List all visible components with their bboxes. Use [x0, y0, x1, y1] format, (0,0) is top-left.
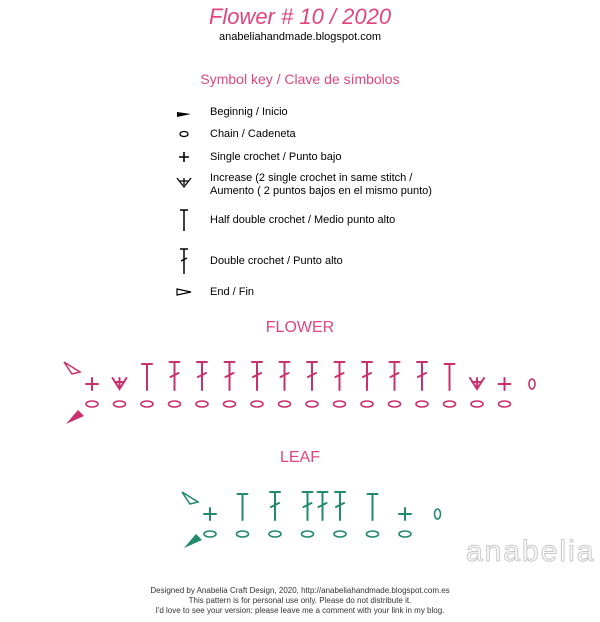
double-crochet-symbol [225, 362, 235, 390]
half-double-crochet-symbol [238, 494, 248, 520]
half-double-crochet-symbol [445, 364, 455, 390]
foundation-chain [361, 401, 373, 407]
foundation-chain [251, 401, 263, 407]
beginning-arrow-symbol [184, 534, 202, 548]
foundation-chain [334, 401, 346, 407]
website-address: anabeliahandmade.blogspot.com [218, 31, 382, 43]
foundation-chain [196, 401, 208, 407]
double-crochet-symbol [362, 362, 372, 390]
flower-chart [0, 340, 600, 430]
chain-icon [172, 122, 196, 146]
key-label-increase-line1: Increase (2 single crochet in same stitch / [210, 172, 413, 184]
double-crochet-symbol [307, 362, 317, 390]
leaf-section-title: LEAF [279, 449, 320, 466]
foundation-chain [86, 401, 98, 407]
chain-symbol [529, 379, 535, 389]
foundation-chain [169, 401, 181, 407]
single-crochet-symbol [399, 508, 411, 520]
foundation-chain [269, 531, 281, 537]
double-crochet-symbol [417, 362, 427, 390]
key-label-half-double-crochet: Half double crochet / Medio punto alto [210, 214, 396, 226]
foundation-chain [444, 401, 456, 407]
symbol-key-heading: Symbol key / Clave de símbolos [200, 71, 400, 87]
beginning-arrow-symbol [66, 410, 84, 424]
key-label-single-crochet: Single crochet / Punto bajo [210, 151, 342, 163]
single-crochet-symbol [86, 378, 98, 390]
foundation-chain [306, 401, 318, 407]
half-double-crochet-icon [172, 208, 196, 232]
key-label-double-crochet: Double crochet / Punto alto [210, 255, 343, 267]
key-label-end: End / Fin [210, 286, 255, 298]
end-arrow-icon [172, 280, 196, 304]
foundation-chain [334, 531, 346, 537]
double-crochet-symbol [252, 362, 262, 390]
foundation-chain [389, 401, 401, 407]
increase-icon [172, 170, 196, 194]
end-arrow-symbol [182, 492, 198, 504]
footer-usage-note: This pattern is for personal use only. Please do not distribute it. [188, 596, 412, 605]
double-crochet-symbol [270, 492, 280, 520]
foundation-chain [279, 401, 291, 407]
single-crochet-icon [172, 145, 196, 169]
foundation-chain [416, 401, 428, 407]
foundation-chain [471, 401, 483, 407]
foundation-chain [224, 401, 236, 407]
single-crochet-symbol [499, 378, 511, 390]
footer-credit: Designed by Anabelia Craft Design, 2020, http://anabeliahandmade.blogspot.com.es [150, 586, 450, 595]
double-crochet-symbol [390, 362, 400, 390]
foundation-chain [141, 401, 153, 407]
foundation-chain [399, 531, 411, 537]
key-label-increase [210, 172, 432, 198]
key-label-increase-line2: Aumento ( 2 puntos bajos en el mismo punto) [210, 185, 432, 197]
foundation-chain [237, 531, 249, 537]
foundation-chain [114, 401, 126, 407]
footer-request: I'd love to see your version: please leave me a comment with your link in my blog. [155, 606, 445, 615]
key-label-beginning: Beginnig / Inicio [210, 106, 288, 118]
increase-symbol [113, 378, 127, 389]
double-crochet-symbol [170, 362, 180, 390]
pattern-title: Flower # 10 / 2020 [208, 4, 392, 29]
increase-symbol [470, 378, 484, 389]
key-label-chain: Chain / Cadeneta [210, 128, 296, 140]
foundation-chain [204, 531, 216, 537]
single-crochet-symbol [204, 508, 216, 520]
half-double-crochet-symbol [142, 364, 152, 390]
chain-symbol [435, 509, 441, 519]
foundation-chain [302, 531, 314, 537]
end-arrow-symbol [64, 362, 80, 374]
double-crochet-symbol [335, 362, 345, 390]
double-crochet-symbol [303, 492, 328, 520]
half-double-crochet-symbol [368, 494, 378, 520]
double-crochet-icon [172, 248, 196, 272]
double-crochet-symbol [280, 362, 290, 390]
foundation-chain [499, 401, 511, 407]
flower-section-title: FLOWER [265, 319, 335, 336]
double-crochet-symbol [197, 362, 207, 390]
double-crochet-symbol [335, 492, 345, 520]
brand-logo: anabelia [466, 535, 596, 568]
foundation-chain [367, 531, 379, 537]
